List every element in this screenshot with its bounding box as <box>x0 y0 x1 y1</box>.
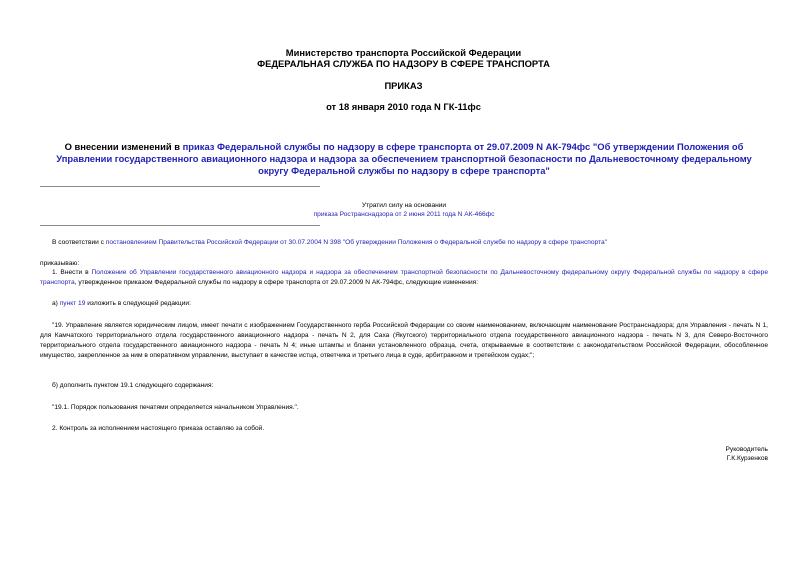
divider-bottom <box>40 225 320 226</box>
order-word: приказываю: <box>40 260 80 267</box>
basis-paragraph <box>52 238 768 248</box>
subitem-b: б) дополнить пунктом 19.1 следующего содержания: <box>52 382 214 389</box>
item-1-suffix: , утвержденное приказом Федеральной службы по надзору в сфере транспорта от 29.07.2009 N АК-794фс, следующие изменения: <box>74 279 479 286</box>
subitem-a-suffix: изложить в следующей редакции: <box>85 300 191 307</box>
signatory-role: Руководитель <box>725 446 768 453</box>
basis-prefix: В соответствии с <box>52 239 106 246</box>
divider-top <box>40 186 320 187</box>
document-date-number: от 18 января 2010 года N ГК-11фс <box>326 101 481 112</box>
ministry-name: Министерство транспорта Российской Федерации <box>285 47 522 58</box>
item-1-paragraph <box>40 268 768 288</box>
item-2-paragraph: 2. Контроль за исполнением настоящего приказа оставляю за собой. <box>52 425 265 432</box>
subitem-a <box>52 299 768 309</box>
clause-19-1-quote: "19.1. Порядок пользования печатями определяется начальником Управления.". <box>52 404 299 411</box>
item-1-regulation-link[interactable]: Положение об Управлении государственного авиационного надзора и надзора за обеспечением транспортной безопасности по Дальневосточному федеральному округу Федеральной службы по надзору в сфере транспорта <box>40 269 768 286</box>
clause-19-quote: "19. Управление является юридическим лицом, имеет печати с изображением Государственного герба Российской Федерации со своим наименованием, включающим наименование Ространснадзора; для Управления - печать N 1, для Камчатского территориального отдела государственного авиационного надзора - печать N 2, для Саха (Якутского) территориального отдела государственного авиационного надзора - печать N 3, для Северо-Восточного территориального отдела государственного авиационного надзора - печать N 4; иные штампы и бланки установленного образца, счета, открываемые в соответствии с законодательством Российской Федерации, обособленное имущество, закрепленное за ним в оперативном управлении, выступает в качестве истца, ответчика и третьего лица в суде, арбитражном и третейском судах;"; <box>40 322 768 359</box>
title-order-link[interactable]: приказ Федеральной службы по надзору в сфере транспорта от 29.07.2009 N АК-794фс "Об утверждении Положения об Управлении государственного авиационного надзора и надзора за обеспечением транспортной безопасности по Дальневосточному федеральному округу Федеральной службы по надзору в сфере транспорта" <box>56 141 752 176</box>
item-1-prefix: 1. Внести в <box>52 269 92 276</box>
status-line: Утратил силу на основании <box>361 202 447 209</box>
subitem-a-prefix: а) <box>52 300 60 307</box>
status-repeal-link-row <box>40 210 768 220</box>
status-repeal-link[interactable]: приказа Ространснадзора от 2 июня 2011 года N АК-466фс <box>313 211 495 218</box>
clause-19-link[interactable]: пункт 19 <box>59 300 86 307</box>
basis-resolution-link[interactable]: постановлением Правительства Российской Федерации от 30.07.2004 N 398 "Об утверждении Положения о Федеральной службе по надзору в сфере транспорта" <box>105 239 607 246</box>
document-type: ПРИКАЗ <box>384 80 423 91</box>
document-title <box>40 141 768 177</box>
service-name: ФЕДЕРАЛЬНАЯ СЛУЖБА ПО НАДЗОРУ В СФЕРЕ ТРАНСПОРТА <box>257 58 550 69</box>
title-prefix: О внесении изменений в <box>64 141 183 152</box>
signatory-name: Г.К.Курзенков <box>726 455 768 462</box>
